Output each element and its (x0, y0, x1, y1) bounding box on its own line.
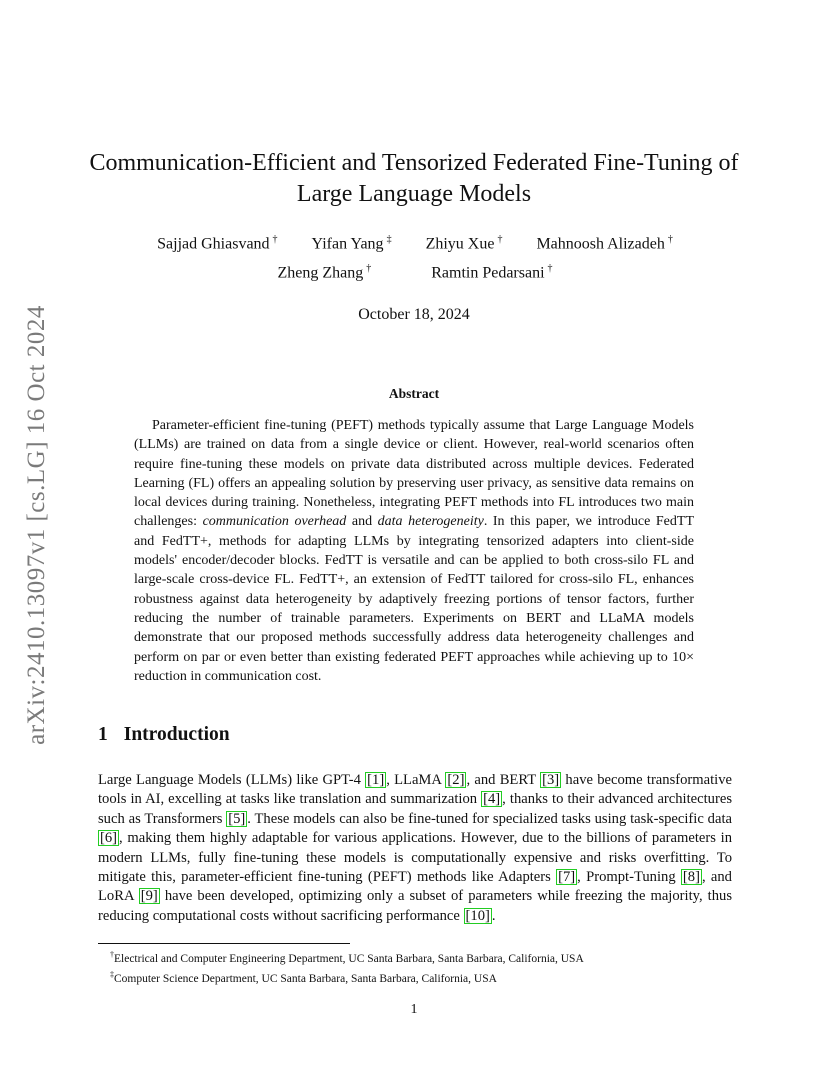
page-number: 1 (410, 1002, 418, 1017)
citation-link[interactable]: [5] (228, 810, 246, 827)
author: Zheng Zhang † (277, 263, 372, 282)
citation-link[interactable]: [4] (483, 791, 501, 808)
section-heading (98, 724, 230, 746)
author: Mahnoosh Alizadeh † (536, 234, 673, 253)
citation-link[interactable]: [9] (140, 888, 158, 905)
citation-link[interactable]: [8] (682, 869, 700, 886)
author: Ramtin Pedarsani † (431, 263, 553, 282)
footnotes (110, 947, 750, 988)
citation-link[interactable]: [10] (465, 907, 490, 924)
author-row-1 (80, 234, 750, 253)
paper-title (60, 148, 768, 210)
citation-link[interactable]: [2] (447, 772, 465, 788)
footnote-divider (98, 943, 350, 944)
author-block (80, 234, 750, 293)
abstract-emphasis: data heterogeneity (377, 514, 484, 530)
citation-link[interactable]: [7] (558, 869, 576, 886)
title-line-2: Large Language Models (296, 181, 532, 207)
footnote-2: ‡Computer Science Department, UC Santa Barbara, Santa Barbara, California, USA (110, 970, 497, 986)
arxiv-stamp-text: arXiv:2410.13097v1 [cs.LG] 16 Oct 2024 (23, 305, 51, 745)
abstract-body: Parameter-efficient fine-tuning (PEFT) methods typically assume that Large Language Models (LLMs) are trained on data from a single device or client. However, real-world scenarios often require fine-tuning these models on private data distributed across multiple devices. Federated Learning (FL) offers an appealing solution by preserving user privacy, as sensitive data remains on local devices during training. Nonetheless, integrating PEFT methods into FL introduces two main challenges: communication overhead and data heterogeneity. In this paper, we introduce FedTT and FedTT+, methods for adapting LLMs by integrating tensorized adapters into client-side models' encoder/decoder blocks. FedTT is versatile and can be applied to both cross-silo FL and large-scale cross-device FL. FedTT+, an extension of FedTT tailored for cross-silo FL, enhances robustness against data heterogeneity by adaptively freezing portions of tensor factors, further reducing the number of trainable parameters. Experiments on BERT and LLaMA models demonstrate that our proposed methods successfully address data heterogeneity challenges and perform on par or even better than existing federated PEFT approaches while achieving up to 10× reduction in communication cost. (134, 418, 694, 684)
author: Zhiyu Xue † (425, 234, 503, 253)
abstract-heading: Abstract (388, 386, 440, 401)
arxiv-stamp (22, 290, 52, 760)
author: Sajjad Ghiasvand † (157, 234, 278, 253)
section-title: Introduction (123, 724, 230, 745)
author-row-2 (80, 263, 750, 282)
citation-link[interactable]: [6] (100, 830, 118, 847)
citation-link[interactable]: [3] (542, 772, 560, 788)
citation-link[interactable]: [1] (367, 772, 385, 788)
abstract-emphasis: communication overhead (202, 514, 347, 530)
title-line-1: Communication-Efficient and Tensorized Federated Fine-Tuning of (89, 150, 739, 176)
introduction-paragraph: Large Language Models (LLMs) like GPT-4 [1] , LLaMA [2] , and BERT [3] have become transformative tools in AI, excelling at tasks like translation and summarization [4] , thanks to their advanced architectures such as Transformers [5] . These models can also be fine-tuned for specialized tasks using task-specific data [6] , making them highly adaptable for various applications. However, due to the billions of parameters in modern LLMs, fully fine-tuning these models is computationally expensive and risks overfitting. To mitigate this, parameter-efficient fine-tuning (PEFT) methods like Adapters [7] , Prompt-Tuning [8] , and LoRA [9] have been developed, optimizing only a subset of parameters while freezing the majority, thus reducing computational costs without sacrificing performance [10] . (98, 772, 732, 924)
section-number: 1 (98, 724, 108, 745)
paper-date: October 18, 2024 (358, 306, 470, 323)
author: Yifan Yang ‡ (311, 234, 392, 253)
footnote-1: †Electrical and Computer Engineering Department, UC Santa Barbara, Santa Barbara, California, USA (110, 950, 584, 965)
